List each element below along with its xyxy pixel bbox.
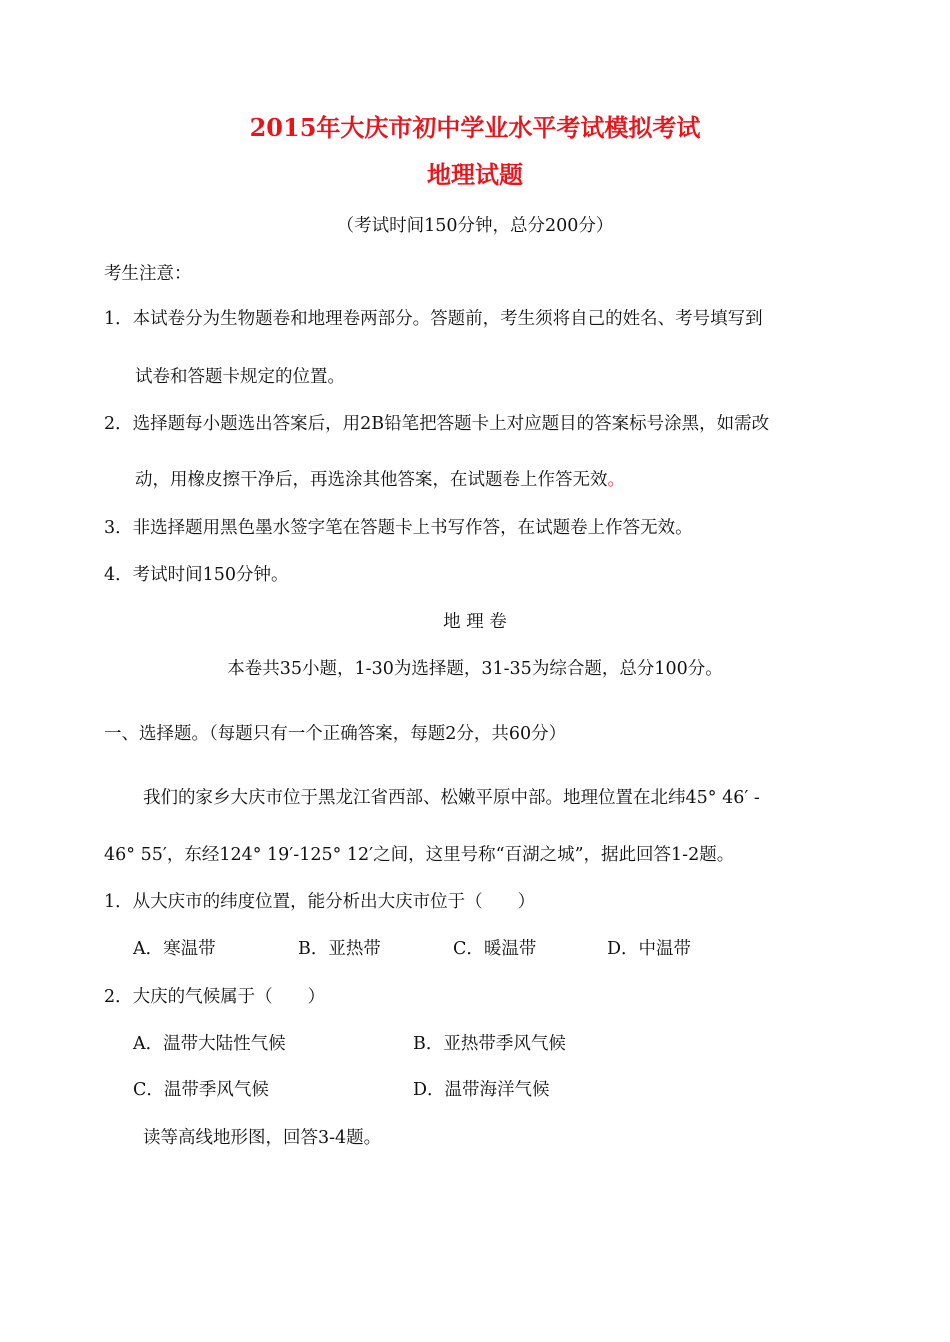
notice-heading: 考生注意： <box>104 264 192 284</box>
question-2-option-a: A．温带大陆性气候 <box>133 1034 286 1054</box>
map-prompt: 读等高线地形图，回答3-4题。 <box>143 1128 382 1148</box>
question-1-option-b: B．亚热带 <box>298 939 381 959</box>
question-1-option-c: C．暖温带 <box>453 939 537 959</box>
notice-item-1-line-1: 1．本试卷分为生物题卷和地理卷两部分。答题前，考生须将自己的姓名、考号填写到 <box>104 309 763 329</box>
question-2-option-c: C．温带季风气候 <box>133 1080 269 1100</box>
notice-item-2-text: 动，用橡皮擦干净后，再选涂其他答案，在试题卷上作答无效 <box>135 470 608 490</box>
notice-item-2-period: 。 <box>607 470 625 490</box>
question-1-option-d: D．中温带 <box>607 939 692 959</box>
notice-item-1-line-2: 试卷和答题卡规定的位置。 <box>135 367 345 387</box>
notice-item-3: 3．非选择题用黑色墨水签字笔在答题卡上书写作答，在试题卷上作答无效。 <box>104 518 693 538</box>
passage-line-1: 我们的家乡大庆市位于黑龙江省西部、松嫩平原中部。地理位置在北纬45° 46′ - <box>143 788 760 808</box>
question-1-stem: 1．从大庆市的纬度位置，能分析出大庆市位于（ ） <box>104 892 536 912</box>
notice-item-2-line-2 <box>135 468 625 492</box>
question-2-option-b: B．亚热带季风气候 <box>413 1034 566 1054</box>
question-1-option-a: A．寒温带 <box>133 939 216 959</box>
notice-item-2-line-1: 2．选择题每小题选出答案后，用2B铅笔把答题卡上对应题目的答案标号涂黑，如需改 <box>104 414 770 434</box>
notice-item-4: 4．考试时间150分钟。 <box>104 565 289 585</box>
question-2-stem: 2．大庆的气候属于（ ） <box>104 987 326 1007</box>
section-name: 地 理 卷 <box>443 612 507 632</box>
part-1-heading: 一、选择题。（每题只有一个正确答案，每题2分，共60分） <box>104 724 567 744</box>
exam-subtitle: 地理试题 <box>427 160 523 189</box>
section-description: 本卷共35小题，1-30为选择题，31-35为综合题，总分100分。 <box>227 659 723 679</box>
exam-title: 2015年大庆市初中学业水平考试模拟考试 <box>249 113 701 142</box>
passage-line-2: 46° 55′，东经124° 19′-125° 12′之间，这里号称“百湖之城”，据此回答1-2题。 <box>104 845 735 865</box>
exam-info: （考试时间150分钟，总分200分） <box>336 216 614 236</box>
question-2-option-d: D．温带海洋气候 <box>413 1080 550 1100</box>
